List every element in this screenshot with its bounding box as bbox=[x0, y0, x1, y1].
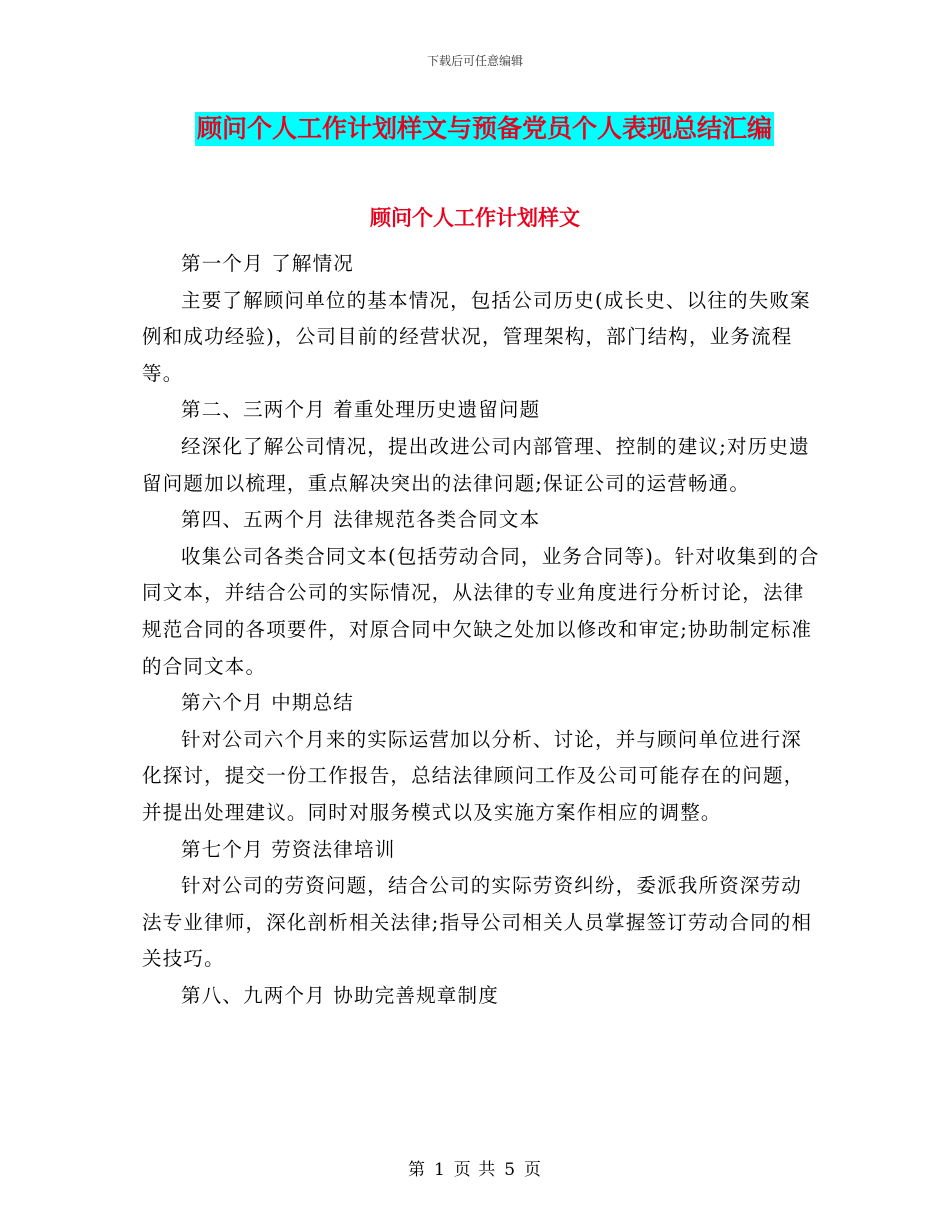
page-footer bbox=[0, 1155, 950, 1180]
section-title: 顾问个人工作计划样文 bbox=[370, 206, 580, 230]
page-number: 1 bbox=[433, 1160, 446, 1180]
paragraph: 针对公司六个月来的实际运营加以分析、讨论，并与顾问单位进行深化探讨，提交一份工作报告，总结法律顾问工作及公司可能存在的问题，并提出处理建议。同时对服务模式以及实施方案作相应的调整。 bbox=[142, 727, 805, 824]
paragraph: 针对公司的劳资问题，结合公司的实际劳资纠纷，委派我所资深劳动法专业律师，深化剖析相关法律;指导公司相关人员掌握签订劳动合同的相关技巧。 bbox=[142, 874, 813, 971]
page-total: 5 bbox=[504, 1160, 517, 1180]
paragraph-heading-month-7: 第七个月 劳资法律培训 bbox=[181, 837, 396, 861]
footer-prefix: 第 bbox=[407, 1160, 426, 1180]
paragraph-heading-month-4-5: 第四、五两个月 法律规范各类合同文本 bbox=[181, 508, 541, 532]
paragraph-heading-month-2-3: 第二、三两个月 着重处理历史遗留问题 bbox=[181, 398, 541, 422]
footer-middle: 页 共 bbox=[453, 1160, 497, 1180]
document-title: 顾问个人工作计划样文与预备党员个人表现总结汇编 bbox=[195, 112, 774, 146]
footer-suffix: 页 bbox=[524, 1160, 543, 1180]
paragraph: 收集公司各类合同文本(包括劳动合同，业务合同等)。针对收集到的合同文本，并结合公司的实际情况，从法律的专业角度进行分析讨论，法律规范合同的各项要件，对原合同中欠缺之处加以修改和审定;协助制定标准的合同文本。 bbox=[142, 544, 820, 678]
paragraph-heading-month-1: 第一个月 了解情况 bbox=[181, 252, 354, 275]
paragraph-heading-month-6: 第六个月 中期总结 bbox=[181, 691, 354, 715]
document-body bbox=[142, 246, 822, 1014]
header-note: 下载后可任意编辑 bbox=[426, 54, 523, 68]
paragraph: 主要了解顾问单位的基本情况，包括公司历史(成长史、以往的失败案例和成功经验)，公司目前的经营状况，管理架构，部门结构，业务流程等。 bbox=[142, 288, 811, 385]
paragraph-heading-month-8-9: 第八、九两个月 协助完善规章制度 bbox=[181, 983, 499, 1007]
paragraph: 经深化了解公司情况，提出改进公司内部管理、控制的建议;对历史遗留问题加以梳理，重点解决突出的法律问题;保证公司的运营畅通。 bbox=[142, 434, 810, 495]
